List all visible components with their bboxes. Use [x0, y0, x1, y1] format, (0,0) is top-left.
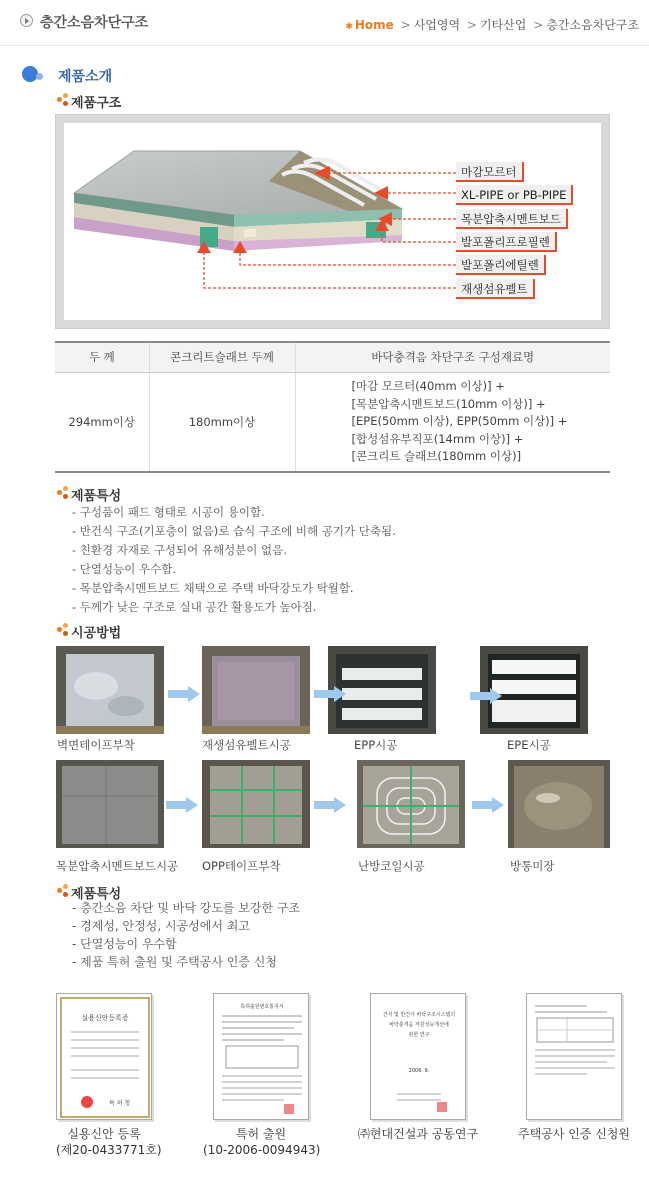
subheading-bullet-icon — [57, 97, 62, 102]
step-photo-opp-tape — [202, 760, 310, 848]
subheading-bullet-icon-dot — [63, 93, 68, 98]
step-arrow-icon — [470, 688, 502, 704]
cert-caption-line: 특허 출원 — [235, 1127, 287, 1141]
table-row — [55, 372, 610, 472]
layer-label-cement-board: 목분압축시멘트보드 — [456, 209, 568, 229]
layer-label-mortar: 마감모르터 — [456, 162, 524, 182]
layer-label-felt: 재생섬유펠트 — [456, 279, 535, 299]
material-line: [마감 모르터(40mm 이상)] + — [351, 379, 505, 393]
list-item: - 반건식 구조(기포층이 없음)로 습식 구조에 비해 공기가 단축됨. — [72, 524, 396, 538]
step-arrow-icon — [314, 686, 346, 702]
cert-line: 관한 연구 — [408, 1032, 430, 1038]
cert-footer: 특 허 청 — [109, 1100, 131, 1107]
step-caption: 목분압축시멘트보드시공 — [56, 859, 179, 873]
table-header: 두 께 — [55, 342, 149, 372]
certificate-housing-corp[interactable] — [526, 993, 622, 1120]
subheading-bullet-icon-dot — [63, 884, 68, 889]
features2-list — [72, 899, 300, 971]
list-item: - 친환경 자재로 구성되어 유해성분이 없음. — [72, 543, 287, 557]
cert-caption-line: (10-2006-0094943) — [203, 1143, 321, 1157]
cert-title: 실용신안등록증 — [81, 1014, 129, 1022]
step-arrow-icon — [166, 797, 198, 813]
construction-heading-text: 시공방법 — [71, 626, 122, 641]
subheading-bullet-icon-dot — [63, 892, 68, 897]
list-item: - 경제성, 안정성, 시공성에서 최고 — [72, 919, 250, 933]
breadcrumb-separator-icon: > — [466, 18, 477, 32]
structure-heading-text: 제품구조 — [71, 96, 122, 111]
features-list — [72, 503, 396, 617]
step-arrow-icon — [472, 797, 504, 813]
step-caption: EPP시공 — [354, 738, 398, 752]
material-line: [EPE(50mm 이상), EPP(50mm 이상)] + — [351, 414, 568, 428]
material-line: [합성섬유부직포(14mm 이상)] + — [351, 431, 524, 446]
step-photo-cement-board — [56, 760, 164, 848]
subheading-bullet-icon-dot — [63, 494, 68, 499]
cert-caption-line: 실용신안 등록 — [67, 1127, 141, 1141]
subheading-bullet-icon-dot — [63, 101, 68, 106]
subheading-bullet-icon-dot — [63, 486, 68, 491]
layer-label-epe: 발포폴리에틸렌 — [456, 255, 546, 275]
step-caption: EPE시공 — [507, 738, 551, 752]
breadcrumb-item[interactable]: 사업영역 — [413, 18, 461, 32]
step-photo-wall-tape — [56, 646, 164, 734]
table-cell-materials — [295, 372, 610, 472]
list-item: - 구성품이 패드 형태로 시공이 용이함. — [72, 505, 265, 519]
material-line: [목분압축시멘트보드(10mm 이상)] + — [351, 396, 546, 411]
certificate-caption — [203, 1126, 319, 1158]
table-header: 콘크리트슬래브 두께 — [149, 342, 295, 372]
cert-date: 2006. 9. — [408, 1068, 430, 1074]
list-item: - 목분압축시멘트보드 채택으로 주택 바닥강도가 탁월함. — [72, 581, 354, 595]
section-title: 제품소개 — [58, 69, 113, 85]
step-photo-mortar-finish — [508, 760, 616, 848]
section-bullet-icon-small — [36, 73, 43, 80]
breadcrumb-separator-icon: > — [533, 18, 544, 32]
list-item: - 단열성능이 우수함. — [72, 562, 176, 576]
cert-title: 특허출원번호통지서 — [240, 1004, 284, 1010]
subheading-bullet-icon — [57, 888, 62, 893]
breadcrumb-item[interactable]: 기타산업 — [479, 18, 527, 32]
table-cell-thickness: 294mm이상 — [55, 372, 149, 472]
breadcrumb — [345, 16, 639, 33]
step-caption: 재생섬유펠트시공 — [202, 738, 291, 752]
list-item: - 단열성능이 우수함 — [72, 937, 177, 951]
breadcrumb-separator-icon: > — [400, 18, 411, 32]
list-item: - 층간소음 차단 및 바닥 강도를 보강한 구조 — [72, 901, 301, 915]
home-star-icon: ✱ — [345, 22, 353, 32]
certificate-utility-model[interactable] — [56, 993, 152, 1120]
breadcrumb-item-current: 층간소음차단구조 — [546, 18, 639, 32]
breadcrumb-home-link[interactable]: Home — [354, 18, 394, 32]
cert-line: 바닥충격음 저감성능개선에 — [389, 1022, 449, 1028]
subheading-bullet-icon-dot — [63, 623, 68, 628]
list-item: - 두께가 낮은 구조로 실내 공간 활용도가 높아짐. — [72, 600, 317, 614]
certificate-caption — [350, 1126, 486, 1142]
step-photo-heating-coil — [357, 760, 465, 848]
layer-label-pipe: XL-PIPE or PB-PIPE — [456, 185, 573, 205]
certificate-caption — [510, 1126, 638, 1142]
layer-label-epp: 발포폴리프로필렌 — [456, 232, 557, 252]
step-caption: 벽면테이프부착 — [57, 738, 135, 752]
subheading-bullet-icon — [57, 490, 62, 495]
subheading-bullet-icon-dot — [63, 631, 68, 636]
step-caption: 난방코일시공 — [358, 859, 425, 873]
table-cell-slab: 180mm이상 — [149, 372, 295, 472]
spec-table — [55, 341, 610, 473]
cert-line: 건식 및 반건식 바닥구조시스템의 — [382, 1012, 456, 1018]
features2-heading-text: 제품특성 — [71, 887, 122, 902]
step-arrow-icon — [314, 797, 346, 813]
cert-caption-line: 주택공사 인증 신청원 — [518, 1127, 630, 1141]
material-line: [콘크리트 슬래브(180mm 이상)] — [351, 449, 522, 463]
certificate-joint-research[interactable] — [370, 993, 466, 1120]
step-caption: OPP테이프부착 — [202, 859, 281, 873]
page-title: 층간소음차단구조 — [40, 15, 149, 31]
step-photo-felt — [202, 646, 310, 734]
certificate-patent[interactable] — [213, 993, 309, 1120]
cert-caption-line: ㈜현대건설과 공동연구 — [357, 1127, 479, 1141]
subheading-bullet-icon — [57, 627, 62, 632]
table-header: 바닥충격음 차단구조 구성재료명 — [295, 342, 610, 372]
structure-diagram — [55, 114, 610, 329]
list-item: - 제품 특허 출원 및 주택공사 인증 신청 — [72, 955, 277, 969]
cert-caption-line: (제20-0433771호) — [56, 1143, 162, 1157]
features-heading-text: 제품특성 — [71, 489, 122, 504]
step-caption: 방통미장 — [510, 859, 555, 873]
top-bar — [0, 0, 649, 46]
page-bullet-icon — [20, 14, 33, 27]
certificate-caption — [56, 1126, 162, 1158]
step-arrow-icon — [168, 686, 200, 702]
